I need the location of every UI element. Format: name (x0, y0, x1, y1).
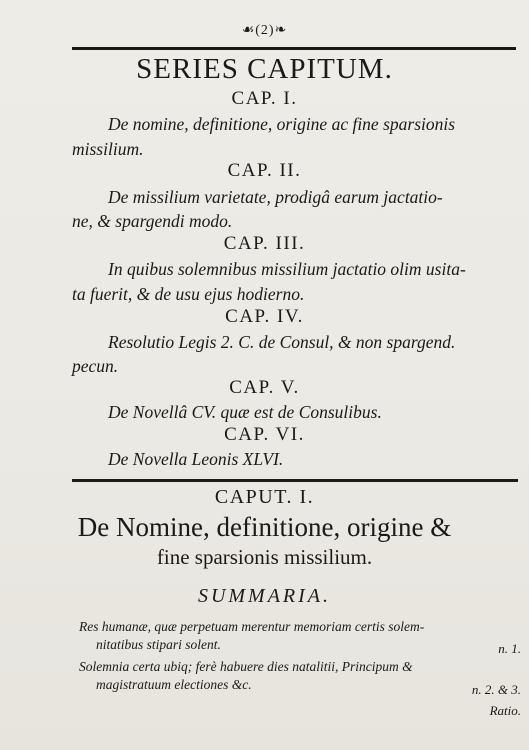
summary-ref-1: n. 1. (498, 641, 521, 656)
summary-ref-3: Ratio. (489, 703, 521, 718)
chapter-heading-3: CAP. III. (223, 233, 306, 254)
chapter-heading-5: CAP. V. (229, 377, 300, 398)
chapter-3-line-2: ta fuerit, & de usu ejus hodierno. (72, 284, 305, 304)
chapter-heading-2: CAP. II. (227, 160, 302, 181)
summary-line-1: Res humanæ, quæ perpetuam merentur memoriam certis solem- (79, 619, 425, 634)
top-rule (72, 47, 516, 50)
chapter-heading-6: CAP. VI. (224, 424, 305, 445)
chapter-3-line-1: In quibus solemnibus missilium jactatio olim usita- (108, 259, 466, 279)
caput-heading: CAPUT. I. (214, 486, 315, 508)
chapter-1-line-1: De nomine, definitione, origine ac fine sparsionis (108, 114, 456, 134)
folio-ornament-left: ☙ (241, 23, 256, 38)
chapter-4-line-2: pecun. (72, 356, 119, 376)
summary-line-4: magistratuum electiones &c. (96, 677, 252, 692)
section-rule (72, 479, 518, 482)
chapter-2-line-1: De missilium varietate, prodigâ earum jactatio- (108, 187, 443, 207)
summary-ref-2: n. 2. & 3. (471, 682, 521, 697)
page-number (0, 22, 529, 39)
chapter-heading-1: CAP. I. (231, 88, 298, 109)
folio-ornament-right: ❧ (274, 23, 288, 38)
summary-line-3: Solemnia certa ubiq; ferè habuere dies natalitii, Principum & (79, 659, 413, 674)
summaria-heading: SUMMARIA. (197, 585, 332, 607)
folio-text: (2) (255, 23, 275, 38)
chapter-2-line-2: ne, & spargendi modo. (72, 211, 233, 231)
chapter-1-line-2: missilium. (72, 139, 144, 159)
chapter-heading-4: CAP. IV. (225, 306, 304, 327)
summary-line-2: nitatibus stipari solent. (96, 637, 221, 652)
chapter-6-line-1: De Novella Leonis XLVI. (108, 449, 284, 469)
chapter-title-line-1: De Nomine, definitione, origine & (77, 512, 452, 542)
chapter-title-line-2: fine sparsionis missilium. (156, 545, 373, 569)
chapter-5-line-1: De Novellâ CV. quæ est de Consulibus. (108, 402, 382, 422)
series-title: SERIES CAPITUM. (136, 53, 393, 85)
chapter-4-line-1: Resolutio Legis 2. C. de Consul, & non spargend. (108, 332, 456, 352)
